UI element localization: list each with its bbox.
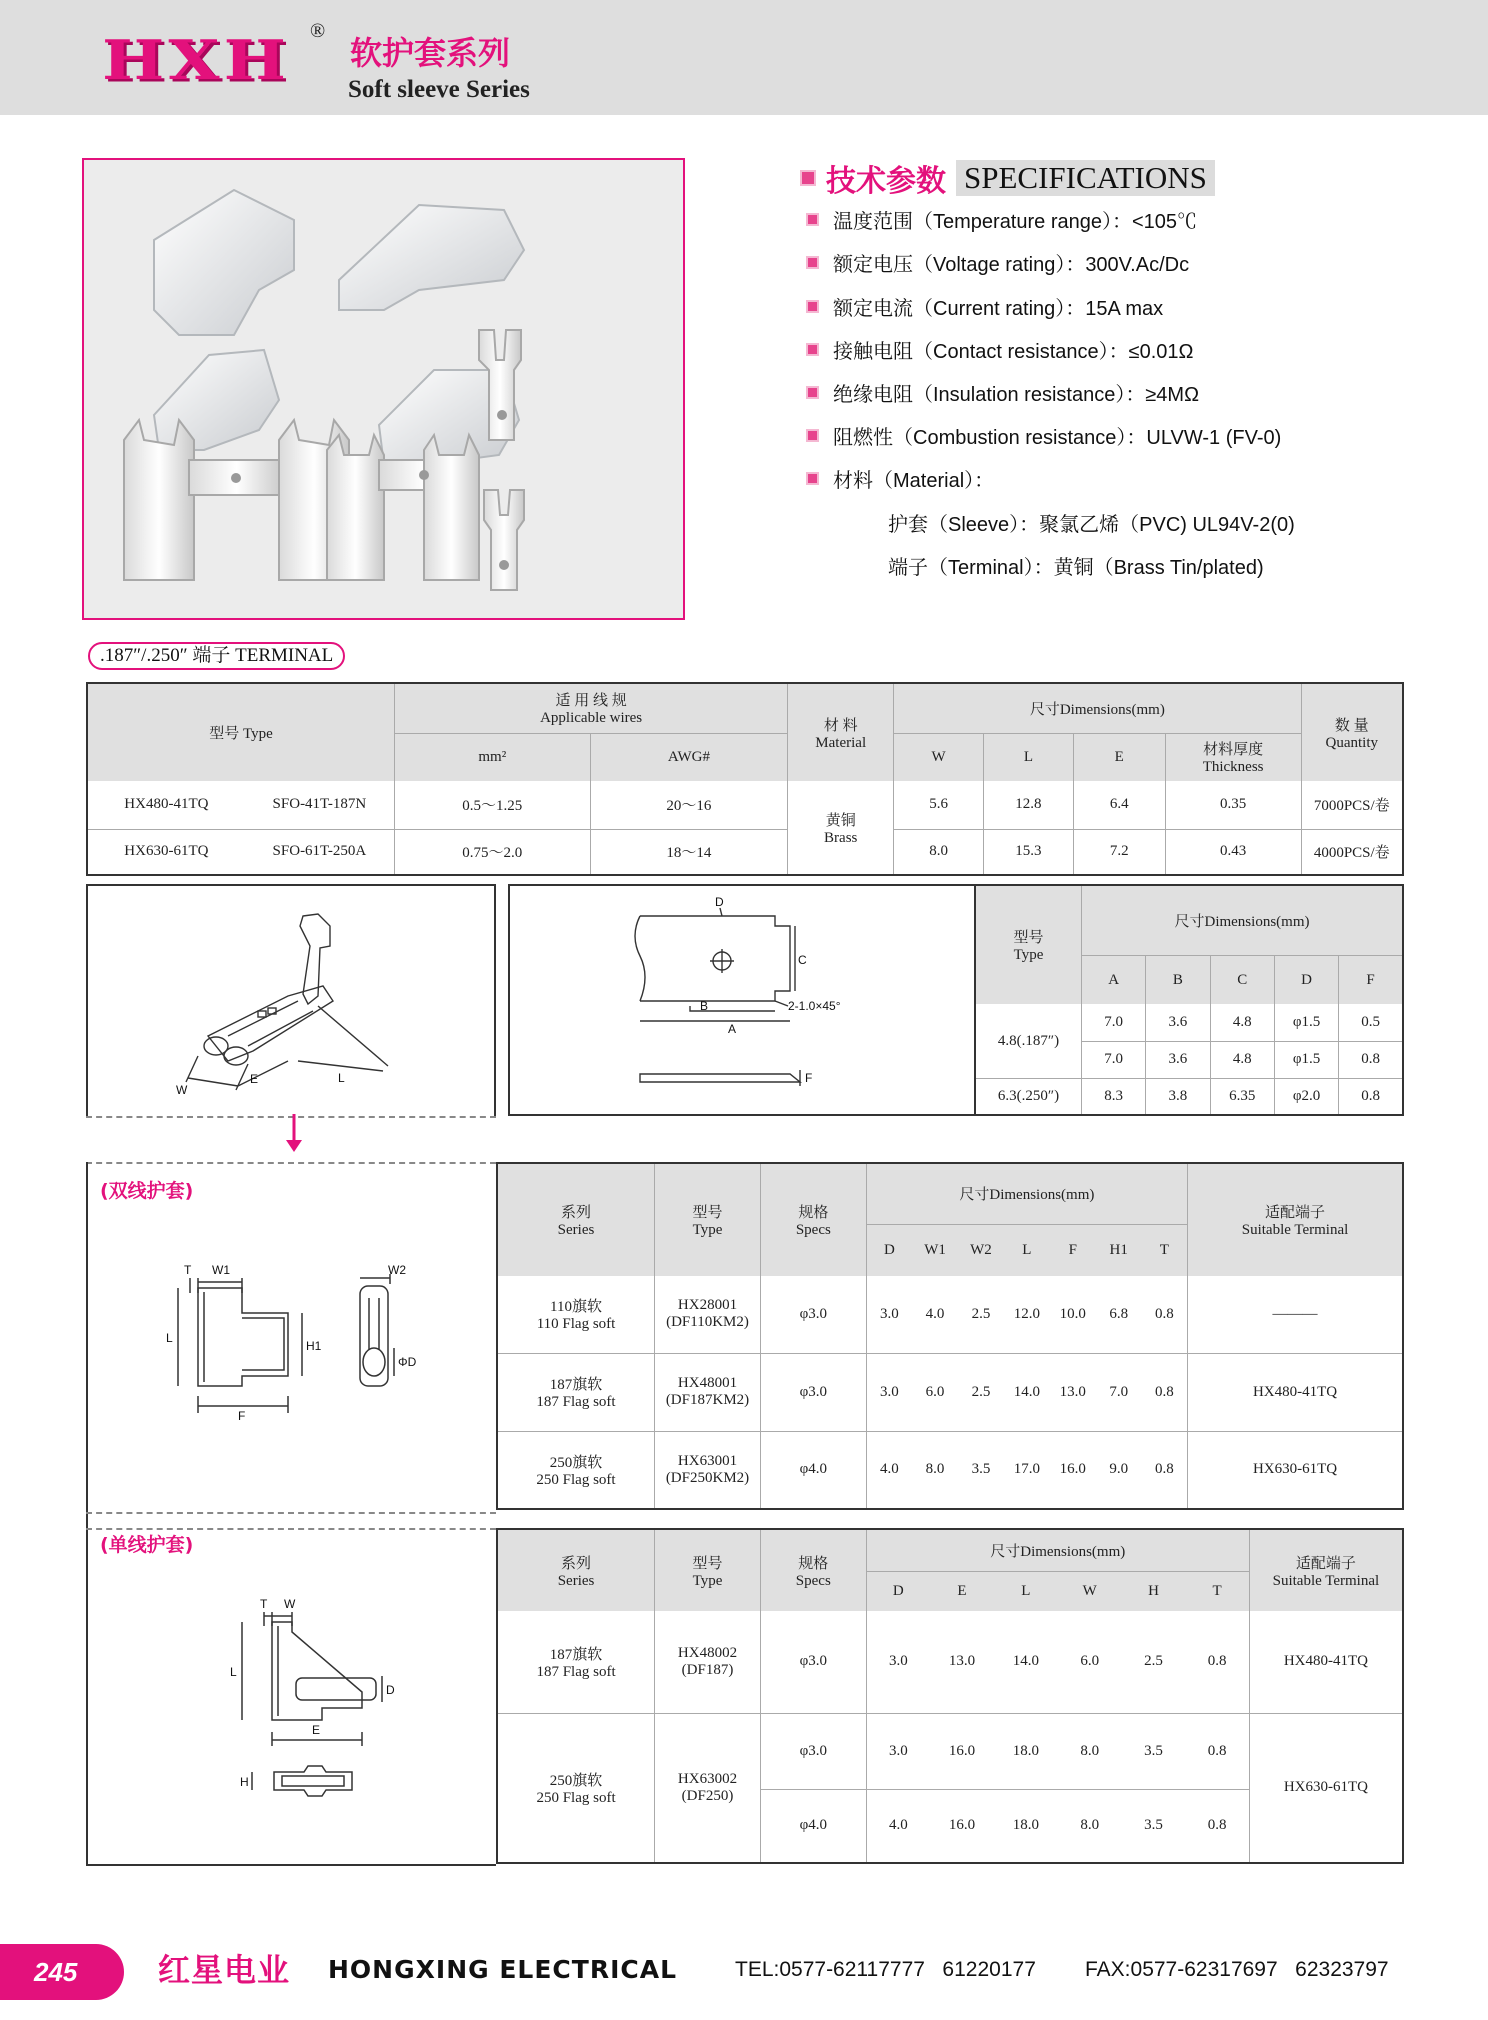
single-sleeve-drawing — [212, 1592, 432, 1812]
material-brass: 黄铜 Brass — [788, 781, 894, 875]
dim-label-h1: H1 — [306, 1339, 322, 1353]
header-specs: 规格 Specs — [760, 1163, 866, 1276]
company-name-cn: 红星电业 — [158, 1951, 291, 1989]
table-row: HX630-61TQ SFO-61T-250A 0.75～2.0 18～14 8.0 15.3 7.2 0.43 4000PCS/卷 — [87, 829, 1403, 875]
table-row: 250旗软 250 Flag soft HX63001 (DF250KM2) φ4.0 4.0 8.0 3.5 17.0 16.0 9.0 0.8 HX630-61TQ — [497, 1431, 1403, 1509]
specifications-title-en: SPECIFICATIONS — [956, 160, 1215, 196]
dim-label-e: E — [250, 1072, 259, 1086]
table-row: φ4.0 4.0 16.0 18.0 8.0 3.5 0.8 — [497, 1789, 1403, 1863]
spec-row-insulation-resistance: 绝缘电阻（Insulation resistance）：≥4MΩ — [806, 378, 1199, 407]
double-sleeve-table: 系列 Series 型号 Type 规格 Specs 尺寸Dimensions(mm) 适配端子 Suitable Terminal D W1 W2 L F H1 T 110旗软 110 Flag soft HX28001 (DF110KM2) φ3.0 3.0 4.0 2.5 12.0 10.0 6.8 0.8 ——— 187旗软 187 Flag soft HX48001 (DF187KM2) φ3.0 3.0 6.0 2.5 14.0 13.0 7.0 0.8 HX480-41TQ 250旗软 250 Flag soft HX63001 (DF250KM2) φ4.0 4.0 8.0 3.5 17.0 16.0 9.0 0.8 HX630-61TQ — [496, 1162, 1404, 1510]
header-series: 系列 Series — [557, 1204, 595, 1238]
header-type: 型号 Type — [1013, 930, 1044, 963]
spec-row-current: 额定电流（Current rating）：15A max — [806, 292, 1163, 321]
header-type: 型号 Type — [209, 726, 273, 742]
header-l: L — [983, 733, 1073, 781]
double-sleeve-drawing — [160, 1258, 440, 1438]
pink-square-bullet-icon — [806, 429, 819, 442]
page-header — [0, 0, 1488, 115]
group-4-8: 4.8(.187″) — [975, 1004, 1081, 1079]
header-b: B — [1146, 956, 1210, 1004]
dim-label-e: E — [312, 1723, 321, 1737]
telephone: TEL:0577-62117777 61220177 — [735, 1958, 1036, 1981]
header-material: 材 料 Material — [788, 683, 894, 781]
header-suitable-terminal: 适配端子 Suitable Terminal — [1188, 1163, 1403, 1276]
dim-label-w: W — [176, 1083, 188, 1097]
registered-mark: ® — [310, 20, 326, 42]
header-c: C — [1210, 956, 1274, 1004]
header-quantity: 数 量 Quantity — [1301, 683, 1403, 781]
dim-label-f: F — [238, 1409, 246, 1423]
header-mm2: mm² — [394, 733, 590, 781]
series-title-cn: 软护套系列 — [350, 34, 511, 72]
header-specs: 规格 Specs — [760, 1529, 866, 1611]
dim-label-l: L — [166, 1331, 173, 1345]
header-a: A — [1081, 956, 1145, 1004]
terminal-section-label: .187″/.250″ 端子 TERMINAL — [88, 642, 345, 670]
dim-label-chamfer: 2-1.0×45° — [788, 999, 841, 1013]
dim-label-w: W — [284, 1597, 296, 1611]
pink-square-bullet-icon — [806, 213, 819, 226]
dim-label-d: ΦD — [398, 1355, 417, 1369]
group-6-3: 6.3(.250″) — [997, 1088, 1060, 1105]
pink-square-bullet-icon — [800, 170, 816, 186]
header-type: 型号 Type — [655, 1163, 761, 1276]
header-dimensions: 尺寸Dimensions(mm) — [1081, 885, 1403, 956]
pink-square-bullet-icon — [806, 300, 819, 313]
spec-row-temperature: 温度范围（Temperature range）：<105℃ — [806, 205, 1197, 234]
dashed-divider — [86, 1512, 496, 1514]
bottom-border-line — [86, 1864, 496, 1866]
down-arrow-icon — [282, 1112, 306, 1154]
header-thickness: 材料厚度 Thickness — [1165, 733, 1301, 781]
pink-square-bullet-icon — [806, 472, 819, 485]
header-series: 系列 Series — [557, 1555, 595, 1589]
specifications-title — [800, 156, 1215, 200]
header-dimensions: 尺寸Dimensions(mm) — [866, 1163, 1187, 1224]
terminal-table — [86, 682, 1404, 876]
dim-label-b: B — [700, 999, 709, 1013]
table-row: 7.0 3.6 4.8 φ1.5 0.8 — [975, 1041, 1403, 1078]
table-row: 110旗软 110 Flag soft HX28001 (DF110KM2) φ3.0 3.0 4.0 2.5 12.0 10.0 6.8 0.8 ——— — [497, 1276, 1403, 1354]
product-photo — [82, 158, 685, 620]
spec-row-material: 材料（Material）： — [806, 464, 994, 493]
dim-label-a: A — [728, 1022, 737, 1036]
fax: FAX:0577-62317697 62323797 — [1085, 1958, 1389, 1981]
company-name-en: HONGXING ELECTRICAL — [328, 1955, 678, 1984]
pink-square-bullet-icon — [806, 343, 819, 356]
dim-label-f: F — [805, 1071, 813, 1085]
dim-label-w1: W1 — [212, 1263, 230, 1277]
dim-label-d: D — [386, 1683, 395, 1697]
spec-material-terminal: 端子（Terminal）：黄铜（Brass Tin/plated) — [888, 557, 1264, 579]
section-label-double-wire: (双线护套) — [100, 1180, 194, 1202]
section-label-single-wire: (单线护套) — [100, 1534, 194, 1556]
single-sleeve-table: 系列 Series 型号 Type 规格 Specs 尺寸Dimensions(mm) 适配端子 Suitable Terminal D E L W H T 187旗软 187 Flag soft HX48002 (DF187) φ3.0 3.0 13.0 14.0 6.0 2.5 0.8 HX480-41TQ 250旗软 250 Flag soft HX63002 (DF250) φ3.0 3.0 16.0 18.0 8.0 3.5 0.8 HX630-61TQ φ4.0 4.0 16.0 18.0 8.0 3.5 0.8 — [496, 1528, 1404, 1864]
header-w: W — [894, 733, 984, 781]
table-row: 4.8(.187″) 7.0 3.6 4.8 φ1.5 0.5 — [975, 1004, 1403, 1041]
dim-label-h: H — [240, 1775, 249, 1789]
header-dimensions: 尺寸Dimensions(mm) — [866, 1529, 1249, 1571]
table-row: HX480-41TQ SFO-41T-187N 0.5～1.25 20～16 黄铜 Brass 5.6 12.8 6.4 0.35 7000PCS/卷 — [87, 781, 1403, 829]
specifications-title-cn: 技术参数 — [826, 164, 946, 199]
dim-label-t: T — [184, 1263, 192, 1277]
dim-label-l: L — [338, 1071, 345, 1085]
header-f: F — [1339, 956, 1403, 1004]
dashed-divider — [86, 1162, 496, 1164]
table-row: 250旗软 250 Flag soft HX63002 (DF250) φ3.0 3.0 16.0 18.0 8.0 3.5 0.8 HX630-61TQ — [497, 1713, 1403, 1789]
header-e: E — [1073, 733, 1165, 781]
brand-logo: HXH — [102, 28, 290, 92]
pink-square-bullet-icon — [806, 386, 819, 399]
terminal-drawing-box — [86, 884, 496, 1116]
spec-row-contact-resistance: 接触电阻（Contact resistance）：≤0.01Ω — [806, 335, 1194, 364]
table-row: 187旗软 187 Flag soft HX48001 (DF187KM2) φ3.0 3.0 6.0 2.5 14.0 13.0 7.0 0.8 HX480-41TQ — [497, 1353, 1403, 1431]
tab-dimension-table — [974, 884, 1404, 1116]
page-number: 245 — [0, 1944, 124, 2000]
header-type: 型号 Type — [655, 1529, 761, 1611]
dim-label-t: T — [260, 1597, 268, 1611]
pink-square-bullet-icon — [806, 256, 819, 269]
header-dimensions: 尺寸Dimensions(mm) — [894, 683, 1301, 733]
dim-label-w2: W2 — [388, 1263, 406, 1277]
spec-row-voltage: 额定电压（Voltage rating）：300V.Ac/Dc — [806, 248, 1189, 277]
spec-material-sleeve: 护套（Sleeve）：聚氯乙烯（PVC) UL94V-2(0) — [888, 514, 1295, 536]
spec-row-combustion: 阻燃性（Combustion resistance）：ULVW-1 (FV-0) — [806, 421, 1281, 450]
header-d: D — [1274, 956, 1338, 1004]
table-row: 187旗软 187 Flag soft HX48002 (DF187) φ3.0 3.0 13.0 14.0 6.0 2.5 0.8 HX480-41TQ — [497, 1611, 1403, 1713]
header-awg: AWG# — [590, 733, 788, 781]
header-applicable-wires: 适 用 线 规 Applicable wires — [394, 683, 787, 733]
dim-label-l: L — [230, 1665, 237, 1679]
dim-label-d: D — [715, 895, 724, 909]
header-suitable-terminal: 适配端子 Suitable Terminal — [1249, 1529, 1403, 1611]
dim-label-c: C — [798, 953, 807, 967]
table-row: 6.3(.250″) 8.3 3.8 6.35 φ2.0 0.8 — [975, 1079, 1403, 1115]
series-title-en: Soft sleeve Series — [348, 76, 530, 103]
